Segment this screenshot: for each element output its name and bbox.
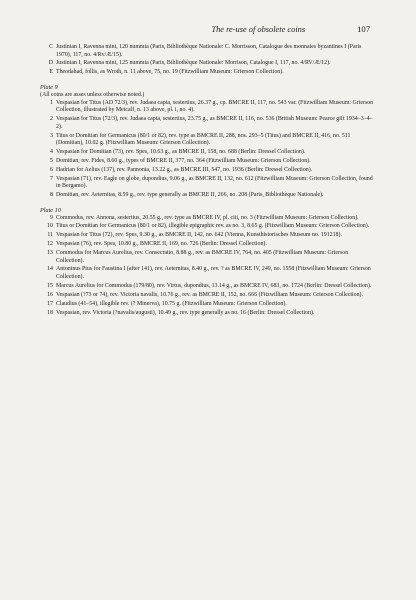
list-item — [40, 301, 376, 309]
entry-text: Vespasian, rev. Victoria (?navalis/augusti), 10.49 g., rev. type generally as no. 16 (Berlin: Dressel Collection). — [56, 309, 315, 316]
entry-text: Vespasian for Titus (72), rev. Spes, 9.30 g., as BMCRE II, 142, no. 642 (Vienna, Kunsthistorisches Museum no. 191218). — [56, 232, 342, 239]
entry-text: Commodus for Marcus Aurelius, rev. Consecratio, 8.88 g., rev. as BMCRE IV, 764, no. 405 (Fitzwilliam Museum: Grierson Collection). — [56, 250, 349, 264]
entry-id: 1 — [50, 99, 53, 106]
list-item — [40, 69, 376, 77]
entry-text: Antoninus Pius for Faustina I (after 141), rev. Aeternitas, 8.40 g., rev. ? as BMCRE IV, 249, no. 1558 (Fitzwilliam Museum: Grierson Collection). — [56, 266, 371, 280]
list-item — [40, 100, 376, 115]
entry-text: Vespasian (76), rev. Spes, 10.80 g., BMCRE II, 169, no. 726 (Berlin: Dressel Collection). — [56, 241, 267, 248]
entry-text: Justinian I, Ravenna mint, 120 nummia (Paris, Bibliothèque Nationale: C. Morrisson, Catalogue des monnaies byzantines I (Paris 1970), 117, no. 4/Rv/Æ/15). — [56, 44, 362, 58]
entry-id: C — [49, 44, 53, 50]
list-item — [40, 149, 376, 157]
list-item — [40, 223, 376, 231]
list-item — [40, 176, 376, 191]
list-item — [40, 232, 376, 240]
list-item — [40, 116, 376, 131]
entry-id: 12 — [47, 241, 53, 248]
top-entries — [40, 44, 376, 77]
entry-id: 17 — [47, 300, 53, 307]
list-item — [40, 292, 376, 300]
list-item — [40, 266, 376, 281]
list-item — [40, 44, 376, 59]
list-item — [40, 192, 376, 200]
plate9-entries — [40, 100, 376, 200]
page-number: 107 — [357, 24, 370, 34]
entry-id: 11 — [47, 232, 53, 239]
entry-text: Vespasian for Domitian (73), rev. Spes, 10.63 g., as BMCRE II, 158, no. 688 (Berlin: Dressel Collection). — [56, 148, 306, 155]
entry-id: 3 — [50, 132, 53, 139]
list-item — [40, 60, 376, 68]
entry-text: Theodahad, follis, as Wroth, n. 11 above, 75, no. 19 (Fitzwilliam Museum: Grierson Collection). — [56, 69, 284, 76]
entry-text: Vespasian (?73 or 74), rev. Victoria navalis, 10.76 g., rev. as BMCRE II, 152, no. 666 (Fitzwilliam Museum: Grierson Collection). — [56, 291, 363, 298]
entry-text: Justinian I, Ravenna mint, 125 nummia (Paris, Bibliothèque Nationale: Morrison, Catalogue I, 117, no. 4/RV/Æ/12). — [56, 60, 331, 67]
entry-text: Hadrian for Aelius (137), rev. Pannonia, 13.22 g., as BMCRE III, 547, no. 1936 (Berlin: Dressel Collection). — [56, 166, 313, 173]
entry-id: 9 — [50, 214, 53, 221]
entry-id: 15 — [47, 282, 53, 289]
list-item — [40, 133, 376, 148]
entry-id: D — [48, 60, 53, 67]
list-item — [40, 310, 376, 318]
entry-id: 6 — [50, 166, 53, 173]
list-item — [40, 241, 376, 249]
list-item — [40, 250, 376, 265]
list-item — [40, 283, 376, 291]
plate-note: (All coins are asses unless otherwise noted.) — [40, 91, 145, 98]
plate-heading: Plate 9 — [40, 83, 58, 91]
entry-id: 10 — [47, 223, 53, 230]
plate10-entries — [40, 215, 376, 318]
entry-id: 4 — [50, 148, 53, 155]
entry-id: 5 — [50, 157, 53, 164]
entry-id: E — [49, 69, 53, 76]
list-item — [40, 215, 376, 223]
running-header — [40, 24, 370, 34]
entry-text: Domitian, rev. Aeternitas, 8.59 g., rev. type generally as BMCRE II, 266, no. 208 (Paris, Bibliothèque Nationale). — [56, 192, 324, 199]
entry-id: 18 — [47, 309, 53, 316]
entry-id: 14 — [47, 266, 53, 273]
entry-text: Marcus Aurelius for Commodus (179/80), rev. Virtus, dupondius, 13.14 g., as BMCRE IV, 683, no. 1724 (Berlin: Dressel Collection). — [56, 282, 372, 289]
entry-id: 16 — [47, 291, 53, 298]
entry-text: Commodus, rev. Annona, sestertius, 20.55 g., rev. type as BMCRE IV, pl. ciii, no. 3 (Fitzwilliam Museum: Grierson Collection). — [56, 214, 359, 221]
entry-id: 8 — [50, 192, 53, 199]
entry-text: Vespasian (71), rev. Eagle on globe, dupondius, 9.06 g., as BMCRE II, 132, no. 612 (Fitzwilliam Museum: Grierson Collection, found in Bergamo). — [56, 175, 373, 190]
plate-heading: Plate 10 — [40, 206, 61, 214]
running-title: The re-use of obsolete coins — [211, 25, 306, 34]
entry-text: Domitian, rev. Fides, 8.60 g., types of BMCRE II, 377, no. 364 (Fitzwilliam Museum: Grierson Collection). — [56, 157, 311, 164]
entry-id: 7 — [50, 175, 53, 182]
entry-id: 13 — [47, 250, 53, 257]
list-item — [40, 158, 376, 166]
entry-text: Vespasian for Titus (AD 72/3), rev. Judaea capta, sestertius, 26.37 g., cp. BMCRE II, 117, no. 543 var. (Fitzwilliam Museum: Grierson Collection, illustrated by Metcalf, n. 13 above, pl. i, no. 4). — [56, 99, 374, 114]
entry-text: Vespasian for Titus (72/3), rev. Judaea capta, sestertius, 23.75 g., as BMCRE II, 116, no. 536 (British Museum: Pearce gift 1934–3–4–2). — [56, 116, 373, 130]
entry-text: Titus or Domitian for Germanicus (80/1 or 82), rev. type as BMCRE II, 288, nos. 293–5 (Titus) and BMCRE II, 416, no. 511 (Domitian), 10.02 g. (Fitzwilliam Museum: Grierson Collection). — [56, 132, 351, 147]
entry-text: Titus or Domitian for Germanicus (80/1 or 82), illegible epigraphic rev. as no. 3, 8.65 g. (Fitzwilliam Museum: Grierson Collection). — [56, 223, 370, 230]
entry-text: Claudius (41–54), illegible rev. (? Minerva), 10.75 g. (Fitzwilliam Museum: Grierson Collection). — [56, 300, 287, 307]
list-item — [40, 167, 376, 175]
entry-id: 2 — [50, 116, 53, 123]
